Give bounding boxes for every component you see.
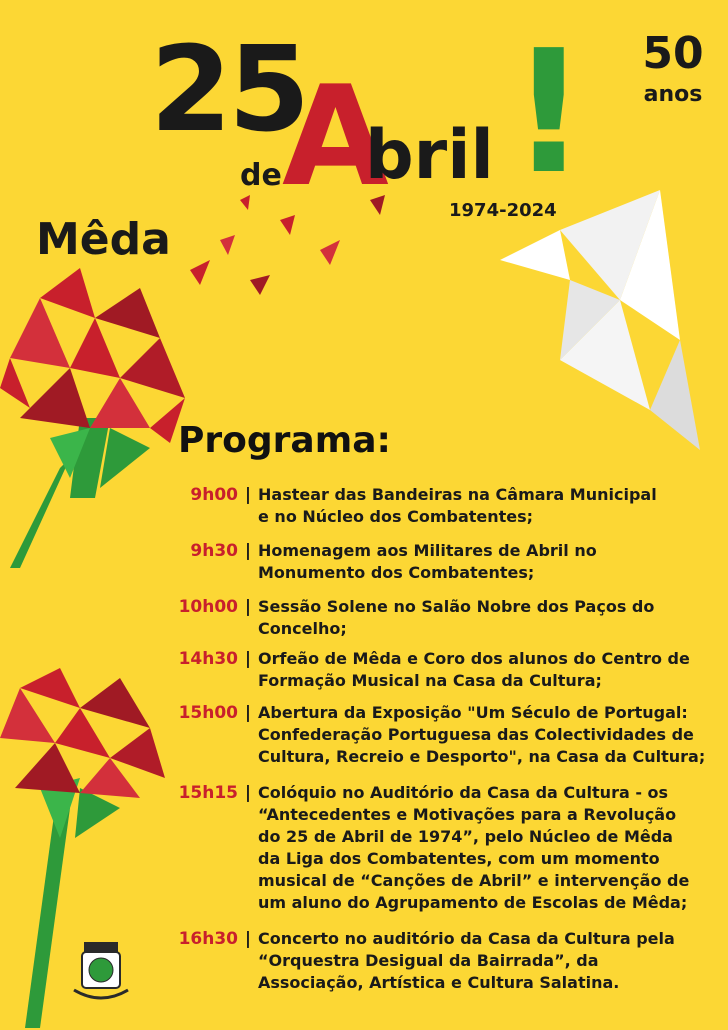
program-time: 16h30: [178, 929, 238, 949]
separator: |: [244, 485, 252, 505]
program-description: Abertura da Exposição "Um Século de Portugal: Confederação Portuguesa das Colectividades de Cultura, Recreio e Desporto", na Casa da Cultura;: [258, 703, 706, 766]
program-item: [150, 596, 715, 640]
program-item: [150, 540, 715, 584]
program-item: [150, 702, 715, 768]
separator: |: [244, 649, 252, 669]
program-description: Homenagem aos Militares de Abril no Monumento dos Combatentes;: [258, 541, 597, 582]
separator: |: [244, 929, 252, 949]
origami-dove-icon: [500, 190, 720, 450]
years-range: 1974-2024: [449, 200, 557, 221]
program-time: 10h00: [178, 597, 238, 617]
program-item: [150, 484, 715, 528]
program-description: Colóquio no Auditório da Casa da Cultura - os “Antecedentes e Motivações para a Revolução do 25 de Abril de 1974”, pelo Núcleo de Mêda da Liga dos Combatentes, com um momento musical de “Canções de Abril” e intervenção de um aluno do Agrupamento de Escolas de Mêda;: [258, 783, 690, 912]
program-item: [150, 782, 715, 914]
program-list: [150, 484, 715, 994]
title-abril-rest: bril: [365, 116, 494, 195]
program-description: Hastear das Bandeiras na Câmara Municipal e no Núcleo dos Combatentes;: [258, 485, 657, 526]
title-de: de: [240, 158, 282, 193]
program-time: 14h30: [178, 649, 238, 669]
separator: |: [244, 783, 252, 803]
program-description: Orfeão de Mêda e Coro dos alunos do Centro de Formação Musical na Casa da Cultura;: [258, 649, 690, 690]
separator: |: [244, 703, 252, 723]
program-time: 9h00: [190, 485, 238, 505]
program-description: Sessão Solene no Salão Nobre dos Paços do Concelho;: [258, 597, 655, 638]
separator: |: [244, 541, 252, 561]
program-title: Programa:: [178, 420, 391, 461]
title-exclamation: !: [510, 14, 588, 212]
anniversary-label: anos: [643, 82, 703, 107]
program-time: 15h15: [178, 783, 238, 803]
program-item: [150, 648, 715, 692]
program-time: 15h00: [178, 703, 238, 723]
program-description: Concerto no auditório da Casa da Cultura pela “Orquestra Desigual da Bairrada”, da Associação, Artística e Cultura Salatina.: [258, 929, 675, 992]
title-abril-a: A: [282, 56, 389, 217]
town-name: Mêda: [36, 214, 171, 265]
separator: |: [244, 597, 252, 617]
anniversary-number: 50: [642, 28, 704, 79]
program-time: 9h30: [190, 541, 238, 561]
municipal-crest-icon: [66, 938, 136, 1008]
program-item: [150, 928, 715, 994]
title-number: 25: [150, 20, 307, 158]
